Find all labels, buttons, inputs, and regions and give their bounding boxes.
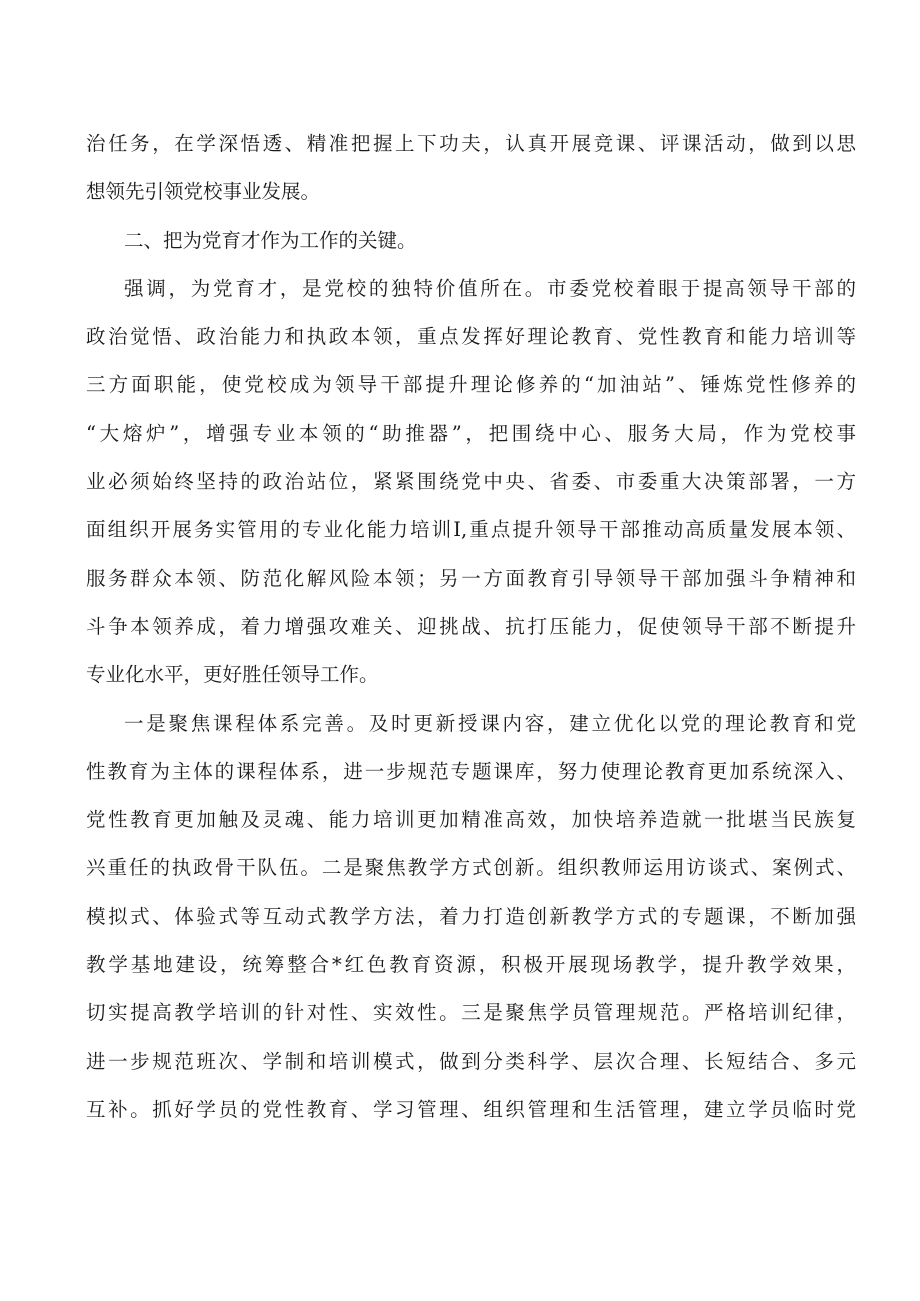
section-heading	[86, 217, 856, 265]
text-line: 一是聚焦课程体系完善。及时更新授课内容，建立优化以党的理论教育和党	[124, 711, 856, 735]
text-line: 进一步规范班次、学制和培训模式，做到分类科学、层次合理、长短结合、多元	[86, 1049, 856, 1073]
text-line: 三方面职能，使党校成为领导干部提升理论修养的“加油站”、锤炼党性修养的	[86, 373, 856, 397]
document-body	[86, 120, 856, 1134]
text-line: 切实提高教学培训的针对性、实效性。三是聚焦学员管理规范。严格培训纪律，	[86, 1001, 856, 1025]
text-line: 性教育为主体的课程体系，进一步规范专题课库，努力使理论教育更加系统深入、	[86, 759, 856, 783]
text-line: 专业化水平，更好胜任领导工作。	[86, 663, 379, 687]
paragraph-measures	[86, 700, 856, 1135]
text-line: “大熔炉”，增强专业本领的“助推器”，把围绕中心、服务大局，作为党校事	[86, 421, 856, 445]
text-line: 想领先引领党校事业发展。	[86, 180, 321, 204]
text-line: 面组织开展务实管用的专业化能力培训I,重点提升领导干部推动高质量发展本领、	[86, 518, 856, 542]
text-line: 斗争本领养成，着力增强攻难关、迎挑战、抗打压能力，促使领导干部不断提升	[86, 614, 856, 638]
text-line: 服务群众本领、防范化解风险本领；另一方面教育引导领导干部加强斗争精神和	[86, 566, 856, 590]
text-line: 互补。抓好学员的党性教育、学习管理、组织管理和生活管理，建立学员临时党	[86, 1097, 856, 1121]
paragraph-emphasis	[86, 265, 856, 700]
text-line: 兴重任的执政骨干队伍。二是聚焦教学方式创新。组织教师运用访谈式、案例式、	[86, 856, 856, 880]
text-line: 治任务，在学深悟透、精准把握上下功夫，认真开展竞课、评课活动，做到以思	[86, 132, 856, 155]
text-line: 党性教育更加触及灵魂、能力培训更加精准高效，加快培养造就一批堪当民族复	[86, 808, 856, 832]
heading-text: 二、把为党育才作为工作的关键。	[124, 228, 417, 252]
text-line: 教学基地建设，统筹整合*红色教育资源，积极开展现场教学，提升教学效果，	[86, 953, 856, 977]
text-line: 业必须始终坚持的政治站位，紧紧围绕党中央、省委、市委重大决策部署，一方	[86, 470, 856, 494]
paragraph-continuation	[86, 120, 856, 217]
text-line: 强调，为党育才，是党校的独特价值所在。市委党校着眼于提高领导干部的	[124, 276, 856, 300]
text-line: 政治觉悟、政治能力和执政本领，重点发挥好理论教育、党性教育和能力培训等	[86, 325, 856, 349]
text-line: 模拟式、体验式等互动式教学方法，着力打造创新教学方式的专题课，不断加强	[86, 904, 856, 928]
